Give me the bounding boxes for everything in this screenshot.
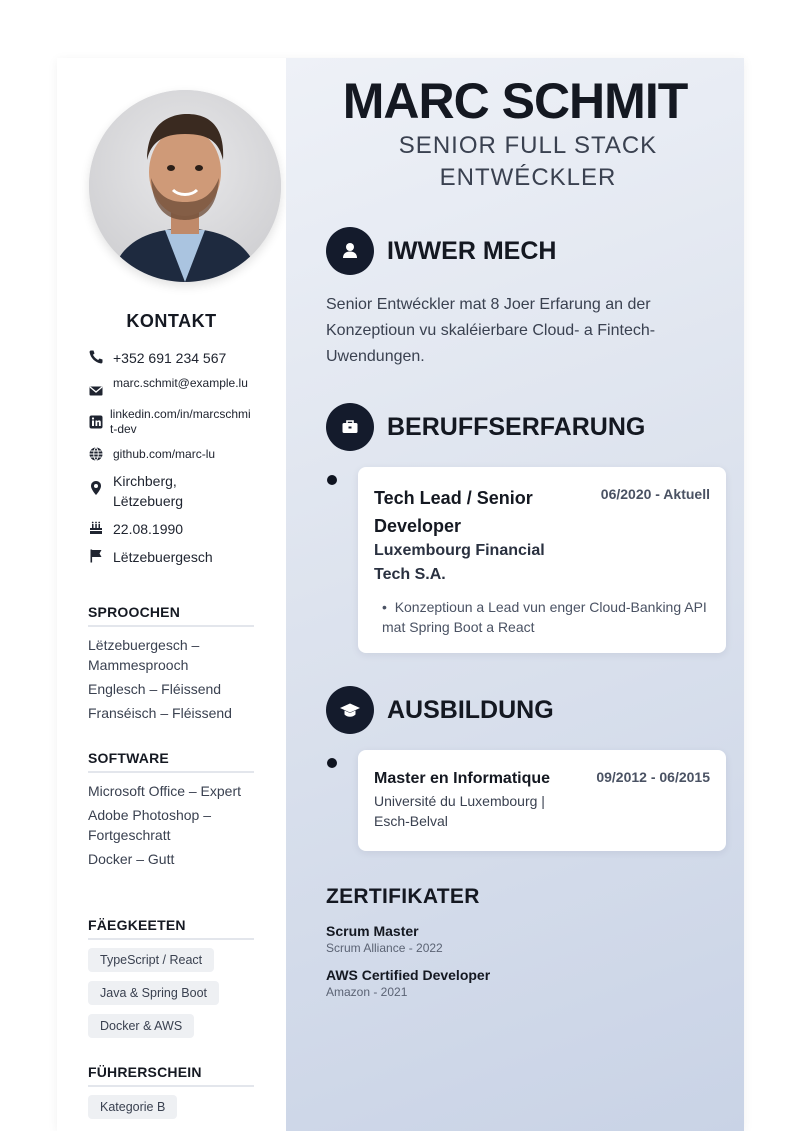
job-bullet: • Konzeptioun a Lead vun enger Cloud-Banking API mat Spring Boot a React — [382, 599, 707, 635]
contact-linkedin — [88, 407, 258, 437]
software-title: SOFTWARE — [88, 750, 254, 773]
phone-icon — [88, 349, 104, 365]
flag-icon — [88, 548, 104, 564]
contact-phone — [88, 348, 258, 368]
experience-card — [358, 467, 726, 653]
about-text: Senior Entwéckler mat 8 Joer Erfarung an der Konzeptioun vu skaléierbare Cloud- a Fintech-Uwendungen. — [326, 296, 656, 365]
linkedin-icon — [88, 414, 104, 430]
contact-email — [88, 376, 258, 399]
languages-title: SPROOCHEN — [88, 604, 254, 627]
experience-header — [326, 403, 645, 451]
nationality-text: Lëtzebuergesch — [113, 549, 213, 565]
experience-title: BERUFFSERFARUNG — [387, 412, 646, 441]
degree-title: Master en Informatique — [374, 770, 551, 787]
skill-tag: TypeScript / React — [88, 948, 214, 972]
person-name: MARC SCHMIT — [342, 73, 688, 129]
profile-photo — [89, 90, 281, 282]
contact-title: KONTAKT — [126, 311, 217, 331]
skills-section — [88, 917, 254, 1047]
license-tag: Kategorie B — [88, 1095, 177, 1119]
education-header — [326, 686, 554, 734]
globe-icon — [88, 446, 104, 462]
cake-icon — [88, 520, 104, 536]
contact-github — [88, 445, 258, 463]
languages-section — [88, 604, 254, 727]
certificate-name: Scrum Master — [326, 923, 419, 939]
job-date: 06/2020 - Aktuell — [600, 486, 710, 502]
linkedin-link[interactable]: linkedin.com/in/marcschmit-dev — [110, 407, 251, 436]
certificate-info: Scrum Alliance - 2022 — [326, 941, 443, 955]
skill-tag: Java & Spring Boot — [88, 981, 219, 1005]
phone-text: +352 691 234 567 — [113, 350, 227, 366]
education-card — [358, 750, 726, 851]
certificate-name: AWS Certified Developer — [326, 967, 491, 983]
software-section — [88, 750, 254, 873]
about-title: IWWER MECH — [387, 236, 557, 265]
cv-page — [57, 58, 744, 1131]
timeline-dot — [327, 475, 337, 485]
location-text: Kirchberg, Lëtzebuerg — [113, 473, 184, 509]
certificates-title: ZERTIFIKATER — [326, 885, 480, 908]
certificate-info: Amazon - 2021 — [326, 985, 408, 999]
email-link[interactable]: marc.schmit@example.lu — [113, 376, 248, 390]
birthdate-text: 22.08.1990 — [113, 521, 184, 537]
briefcase-icon — [326, 403, 374, 451]
certificate-item — [326, 922, 626, 956]
skills-title: FÄEGKEETEN — [88, 917, 254, 940]
location-pin-icon — [88, 480, 104, 496]
education-date: 09/2012 - 06/2015 — [596, 769, 710, 785]
job-company: Luxembourg Financial Tech S.A. — [374, 542, 545, 583]
mail-icon — [88, 383, 104, 399]
skill-tag: Docker & AWS — [88, 1014, 194, 1038]
certificate-item — [326, 966, 626, 1000]
software-item: Docker – Gutt — [88, 851, 175, 867]
about-header — [326, 227, 556, 275]
language-item: Franséisch – Fléissend — [88, 705, 232, 721]
education-title: AUSBILDUNG — [387, 695, 554, 724]
sidebar — [57, 58, 286, 1131]
main-content — [286, 58, 744, 1131]
software-item: Adobe Photoshop – Fortgeschratt — [88, 807, 211, 843]
license-section — [88, 1064, 254, 1128]
github-link[interactable]: github.com/marc-lu — [113, 447, 216, 461]
timeline-dot — [327, 758, 337, 768]
contact-location — [88, 471, 258, 511]
language-item: Lëtzebuergesch – Mammesprooch — [88, 637, 200, 673]
person-role: SENIOR FULL STACK ENTWÉCKLER — [398, 132, 658, 191]
license-title: FÜHRERSCHEIN — [88, 1064, 254, 1087]
contact-list — [88, 348, 258, 575]
language-item: Englesch – Fléissend — [88, 681, 222, 697]
contact-nationality — [88, 547, 258, 567]
job-bullet-text: Konzeptioun a Lead vun enger Cloud-Banking API mat Spring Boot a React — [382, 599, 707, 635]
software-item: Microsoft Office – Expert — [88, 783, 242, 799]
job-title: Tech Lead / Senior Developer — [374, 488, 533, 536]
institution-text: Université du Luxembourg | Esch-Belval — [374, 793, 545, 829]
graduation-cap-icon — [326, 686, 374, 734]
contact-birthdate — [88, 519, 258, 539]
user-icon — [326, 227, 374, 275]
